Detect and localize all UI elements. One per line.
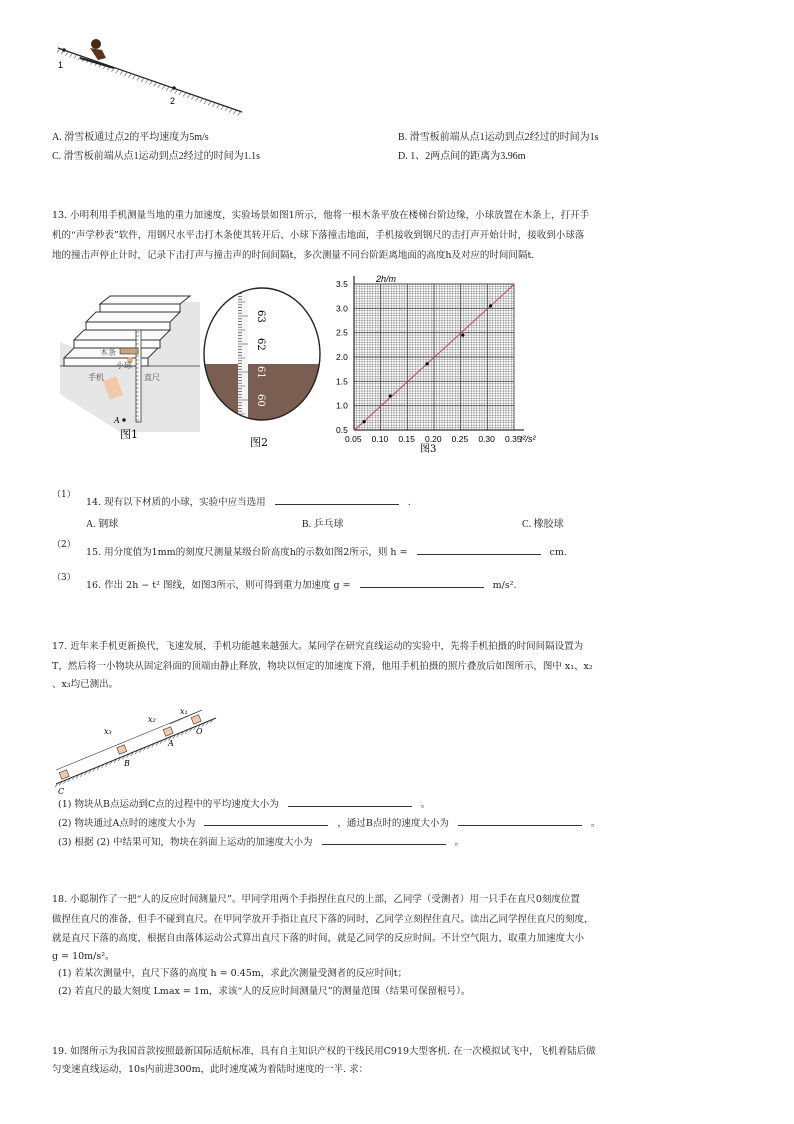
q12-option-b: B. 滑雪板前端从点1运动到点2经过的时间为1s xyxy=(398,132,599,143)
q17-sub2-text: (2) 物块通过A点时的速度大小为 xyxy=(58,818,196,829)
chart-point xyxy=(425,362,428,365)
fig2-tick-60: 60 xyxy=(255,394,266,407)
q18-line5: (1) 若某次测量中，直尺下落的高度 h = 0.45m，求此次测量受测者的反应时间t； xyxy=(58,968,408,979)
q19-line1: 19. 如图所示为我国首款按照最新国际适航标准，具有自主知识产权的干线民用C919大型客机. 在一次模拟试飞中，飞机着陆后做 xyxy=(52,1046,596,1057)
q17-sub1-text: (1) 物块从B点运动到C点的过程中的平均速度大小为 xyxy=(58,799,279,810)
q17-incline-figure xyxy=(52,700,222,796)
q18-line6: (2) 若直尺的最大刻度 Lmax = 1m，求该“人的反应时间测量尺”的测量范围（结果可保留根号）。 xyxy=(58,986,471,997)
q13-sub2-end: cm. xyxy=(549,547,567,558)
fig1-caption: 图1 xyxy=(120,428,138,441)
chart-y-label: 2h/m xyxy=(376,274,397,284)
q17-label-c: C xyxy=(58,787,65,796)
skier-icon xyxy=(80,39,114,68)
q17-sub1-end: 。 xyxy=(420,799,431,810)
q13-figure3-graph xyxy=(334,270,554,454)
q13-sub3-blank[interactable] xyxy=(360,577,484,588)
chart-y-tick: 3.0 xyxy=(336,303,348,314)
q13-sub3-end: m/s². xyxy=(492,580,517,591)
chart-y-tick: 1.5 xyxy=(336,376,348,387)
chart-x-tick: 0.25 xyxy=(451,434,469,444)
q17-sub3-end: 。 xyxy=(454,837,465,848)
q17-label-x2: x₂ xyxy=(148,715,156,724)
q17-stem-line3: 、x₃均已测出。 xyxy=(52,679,119,690)
chart-x-tick: 0.15 xyxy=(398,434,415,444)
q12-point-1: 1 xyxy=(58,60,64,70)
chart-point xyxy=(389,394,392,397)
q18-line1: 18. 小聪制作了一把“人的反应时间测量尺”。甲同学用两个手指捏住直尺的上部，乙同学（受测者）用一只手在直尺0刻度位置 xyxy=(52,894,580,905)
q17-label-x1: x₁ xyxy=(180,707,188,716)
q12-option-d: D. 1、2两点间的距离为3.96m xyxy=(398,151,526,162)
chart-point xyxy=(363,420,366,423)
q17-sub2-mid: ，通过B点时的速度大小为 xyxy=(337,818,449,829)
q12-slope-figure xyxy=(50,36,250,130)
fig2-tick-62: 62 xyxy=(255,338,266,351)
q13-stem-line2: 机的“声学秒表”软件，用钢尺水平击打木条使其转开后、小球下落撞击地面，手机接收到钢尺的击打声开始计时，接收到小球落 xyxy=(52,230,585,241)
chart-x-tick: 0.30 xyxy=(478,434,495,444)
chart-y-tick: 2.0 xyxy=(336,352,348,362)
q13-figure2-ruler xyxy=(200,284,326,452)
q13-sub3-text: 16. 作出 2h − t² 图线，如图3所示，则可得到重力加速度 g = xyxy=(86,580,351,591)
fig1-label-ball: 小球 xyxy=(116,361,132,370)
q13-stem-line1: 13. 小明利用手机测量当地的重力加速度，实验场景如图1所示，他将一根木条平放在楼梯台阶边缘，小球放置在木条上，打开手 xyxy=(52,210,590,221)
chart-x-tick: 0.35 xyxy=(505,434,522,444)
q13-sub1-end: . xyxy=(407,497,411,508)
q17-sub2-blank-a[interactable] xyxy=(204,815,328,826)
q17-label-o: O xyxy=(196,727,203,736)
chart-x-tick: 0.10 xyxy=(371,434,389,444)
chart-x-tick: 0.20 xyxy=(425,434,442,444)
q17-stem-line1: 17. 近年来手机更新换代，飞速发展，手机功能越来越强大。某同学在研究直线运动的实验中，先将手机拍摄的时间间隔设置为 xyxy=(52,641,584,652)
chart-x-label: t²/s² xyxy=(520,434,536,444)
q17-sub3-text: (3) 根据 (2) 中结果可知，物块在斜面上运动的加速度大小为 xyxy=(58,837,313,848)
chart-y-tick: 0.5 xyxy=(336,425,348,435)
q13-sub1-num: （1） xyxy=(52,490,76,500)
q12-point-2: 2 xyxy=(170,96,176,106)
q17-sub2-end: 。 xyxy=(590,818,601,829)
q13-option-b: B. 乒乓球 xyxy=(302,519,344,530)
q13-stem-line3: 地的撞击声停止计时，记录下击打声与撞击声的时间间隔t，多次测量不同台阶距离地面的高度h及对应的时间间隔t. xyxy=(52,250,535,261)
q17-sub2-blank-b[interactable] xyxy=(458,815,582,826)
q13-sub1-blank[interactable] xyxy=(275,494,399,505)
chart-y-tick: 3.5 xyxy=(336,279,348,289)
q13-sub3-num: （3） xyxy=(52,573,76,583)
q17-stem-line2: T，然后将一小物块从固定斜面的顶端由静止释放，物块以恒定的加速度下滑，他用手机拍摄的照片叠放后如图所示，图中 x₁、x₂ xyxy=(52,661,593,672)
q13-figure1-staircase xyxy=(60,282,200,442)
fig1-label-phone: 手机 xyxy=(88,373,104,382)
q13-sub2-num: （2） xyxy=(52,540,76,550)
q17-sub1-blank[interactable] xyxy=(288,796,412,807)
chart-x-tick: 0.05 xyxy=(345,434,362,444)
chart-caption: 图3 xyxy=(420,444,437,454)
q13-sub1-text: 14. 现有以下材质的小球，实验中应当选用 xyxy=(86,497,266,508)
q17-label-b: B xyxy=(124,759,130,768)
q17-sub3-blank[interactable] xyxy=(322,834,446,845)
q17-label-x3: x₃ xyxy=(104,727,112,736)
q13-sub2-text: 15. 用分度值为1mm的刻度尺测量某级台阶高度h的示数如图2所示，则 h = xyxy=(86,547,408,558)
fig1-label-ruler: 直尺 xyxy=(144,373,160,382)
fig2-caption: 图2 xyxy=(250,436,268,449)
q17-label-a: A xyxy=(168,739,174,748)
chart-y-tick: 1.0 xyxy=(336,400,348,411)
q13-option-a: A. 钢球 xyxy=(86,519,119,530)
fig2-tick-61: 61 xyxy=(255,366,266,379)
chart-point xyxy=(489,304,492,307)
q13-sub2-blank[interactable] xyxy=(417,544,541,555)
chart-y-tick: 2.5 xyxy=(336,327,348,338)
fig2-tick-63: 63 xyxy=(255,310,266,323)
q18-line3: 就是直尺下落的高度，根据自由落体运动公式算出直尺下落的时间，就是乙同学的反应时间。不计空气阻力，取重力加速度大小 xyxy=(52,933,585,944)
q18-line4: g = 10m/s²。 xyxy=(52,951,115,962)
fig1-label-wood: 木条 xyxy=(100,348,116,357)
q13-option-c: C. 橡胶球 xyxy=(522,519,564,530)
q12-option-c: C. 滑雪板前端从点1运动到点2经过的时间为1.1s xyxy=(52,151,261,162)
chart-point xyxy=(461,334,464,337)
q18-line2: 做捏住直尺的准备，但手不碰到直尺。在甲同学放开手指让直尺下落的同时，乙同学立刻捏住直尺。读出乙同学捏住直尺的刻度， xyxy=(52,914,594,925)
fig1-label-a: A xyxy=(114,416,120,425)
q12-option-a: A. 滑雪板通过点2的平均速度为5m/s xyxy=(52,132,209,143)
q19-line2: 匀变速直线运动，10s内前进300m，此时速度减为着陆时速度的一半. 求： xyxy=(52,1064,369,1075)
